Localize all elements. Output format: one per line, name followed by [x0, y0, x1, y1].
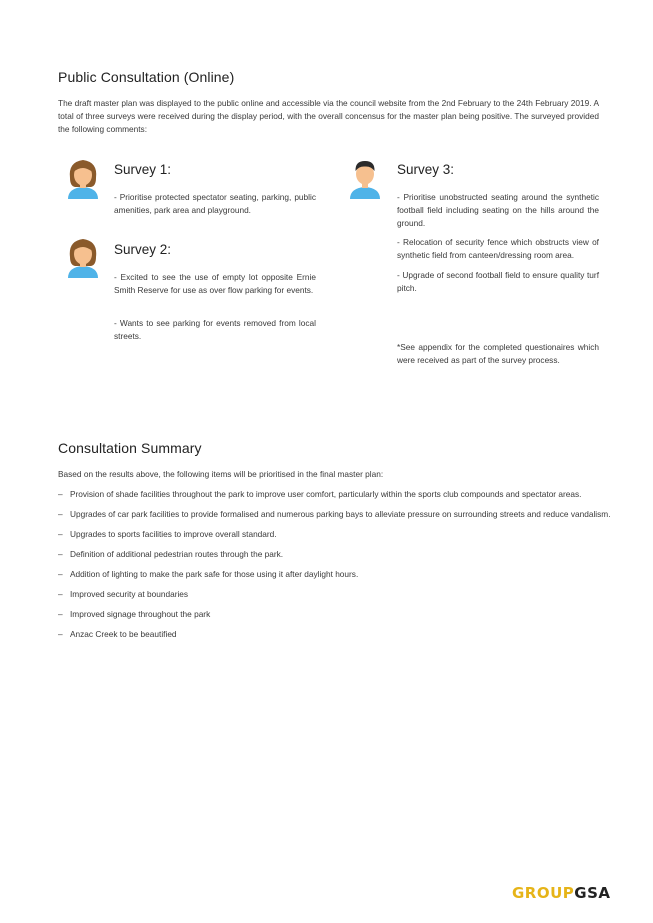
consultation-summary-intro: Based on the results above, the following items will be prioritised in the final master plan:	[58, 469, 384, 479]
survey-1-avatar-icon	[65, 156, 101, 205]
survey-3-title: Survey 3:	[397, 162, 455, 177]
survey-2-title: Survey 2:	[114, 242, 172, 257]
consultation-summary-heading: Consultation Summary	[58, 440, 202, 456]
public-consultation-heading: Public Consultation (Online)	[58, 69, 235, 85]
priority-list-item: – Upgrades to sports facilities to improve overall standard.	[58, 529, 277, 539]
priority-list-item: – Upgrades of car park facilities to provide formalised and numerous parking bays to alleviate pressure on surrounding streets and reduce vandalism.	[58, 509, 611, 519]
priority-list-item: – Addition of lighting to make the park safe for those using it after daylight hours.	[58, 569, 359, 579]
priority-list	[58, 489, 615, 640]
survey-2-point: - Wants to see parking for events removed from local streets.	[114, 318, 316, 341]
survey-2-point: - Excited to see the use of empty lot opposite Ernie Smith Reserve for use as over flow parking for events.	[114, 272, 316, 295]
survey-3-point: - Prioritise unobstructed seating around the synthetic football field including seating on the hills around the ground.	[397, 192, 599, 228]
survey-3-point: - Upgrade of second football field to ensure quality turf pitch.	[397, 270, 599, 293]
priority-list-item: – Definition of additional pedestrian routes through the park.	[58, 549, 284, 559]
survey-3-point: - Relocation of security fence which obstructs view of synthetic field from canteen/dressing room area.	[397, 237, 599, 260]
survey-2-avatar-icon	[65, 235, 101, 284]
priority-list-item: – Improved signage throughout the park	[58, 609, 211, 619]
survey-3-avatar-icon	[347, 156, 383, 205]
appendix-note: *See appendix for the completed questionaires which were received as part of the survey process.	[397, 342, 599, 365]
priority-list-item: – Provision of shade facilities throughout the park to improve user comfort, particularly within the sports club compounds and spectator areas.	[58, 489, 582, 499]
groupgsa-logo: GROUPGSA	[512, 884, 611, 902]
public-consultation-intro: The draft master plan was displayed to the public online and accessible via the council website from the 2nd February to the 24th February 2019. A total of three surveys were received during the display period, with the overall concensus for the master plan being positive. The surveyed provided the following comments:	[58, 98, 599, 134]
survey-1-title: Survey 1:	[114, 162, 172, 177]
survey-1-point: - Prioritise protected spectator seating, parking, public amenities, park area and playground.	[114, 192, 316, 215]
priority-list-item: – Improved security at boundaries	[58, 589, 189, 599]
priority-list-item: – Anzac Creek to be beautified	[58, 629, 177, 639]
